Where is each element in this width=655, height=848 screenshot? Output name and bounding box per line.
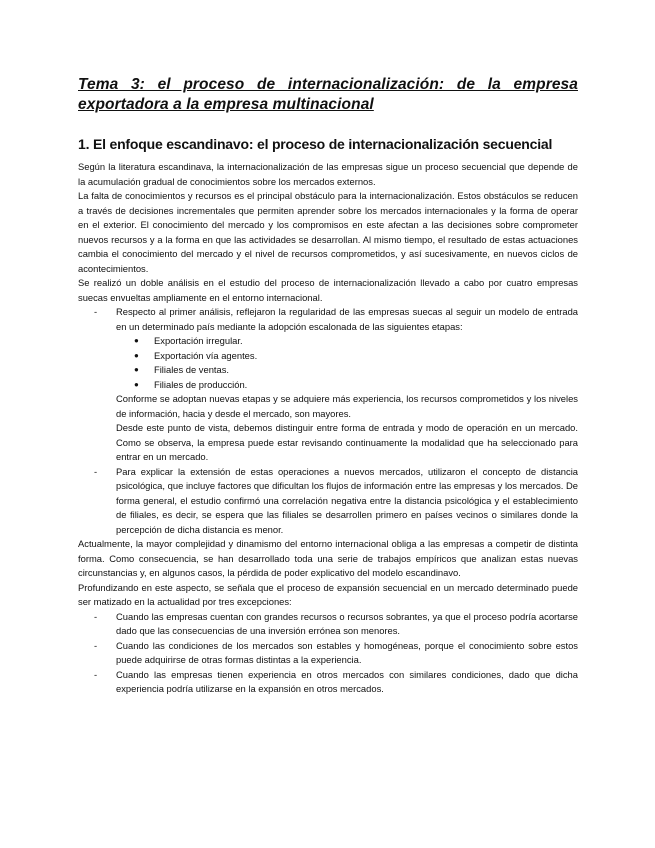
stage-label: Filiales de ventas. bbox=[154, 364, 230, 375]
list-item bbox=[78, 668, 578, 697]
paragraph-exceptions: Profundizando en este aspecto, se señala que el proceso de expansión secuencial en un mercado determinado puede ser matizado en la actualidad por tres excepciones: bbox=[78, 581, 578, 607]
dash-marker: - bbox=[94, 668, 98, 680]
stage-item bbox=[116, 349, 578, 364]
dash-marker: - bbox=[94, 306, 98, 317]
stage-item bbox=[116, 334, 578, 349]
bullet-icon: ● bbox=[134, 350, 139, 360]
list-item-continuation: Conforme se adoptan nuevas etapas y se adquiere más experiencia, los recursos comprometidos y los niveles de información, hacia y desde el mercado, son mayores. bbox=[116, 393, 578, 419]
paragraph-intro: Según la literatura escandinava, la internacionalización de las empresas sigue un proceso secuencial que depende de la acumulación gradual de conocimientos sobre los mercados externos. bbox=[78, 161, 578, 187]
section-heading: 1. El enfoque escandinavo: el proceso de internacionalización secuencial bbox=[78, 136, 553, 152]
list-item bbox=[78, 305, 578, 465]
dash-marker: - bbox=[94, 610, 98, 622]
paragraph-obstacles: La falta de conocimientos y recursos es el principal obstáculo para la internacionalización. Estos obstáculos se reducen a través de decisiones incrementales que permiten aprender sobre los mercados internacionales y la forma de operar en el exterior. El conocimiento del mercado y los compromisos en este afectan a las decisiones sobre comprometer nuevos recursos y a la forma en que las actividades se desarrollan. Al mismo tiempo, el resultado de estas actuaciones cambia el conocimiento del mercado y el nivel de recursos comprometidos, y así sucesivamente, en nuevos ciclos de acontecimientos. bbox=[78, 190, 578, 274]
list-item bbox=[78, 465, 578, 538]
list-item bbox=[78, 639, 578, 668]
stage-label: Filiales de producción. bbox=[154, 378, 248, 390]
stage-item bbox=[116, 378, 578, 393]
paragraph-current: Actualmente, la mayor complejidad y dinamismo del entorno internacional obliga a las empresas a competir de distinta forma. Como consecuencia, se han desarrollado toda una serie de trabajos empíricos que analizan estas nuevas circunstancias y, en algunos casos, la pérdida de poder explicativo del modelo escandinavo. bbox=[78, 538, 578, 578]
paragraph-analysis: Se realizó un doble análisis en el estudio del proceso de internacionalización llevado a cabo por cuatro empresas suecas envueltas ampliamente en el entorno internacional. bbox=[78, 277, 578, 303]
list-item-text: Cuando las condiciones de los mercados son estables y homogéneas, porque el conocimiento sobre estos puede adquirirse de otras formas distintas a la experiencia. bbox=[116, 639, 578, 665]
stages-list bbox=[116, 334, 578, 392]
exceptions-list bbox=[78, 610, 578, 697]
stage-label: Exportación irregular. bbox=[154, 335, 243, 346]
dash-marker: - bbox=[94, 465, 98, 477]
bullet-icon: ● bbox=[134, 365, 139, 374]
list-item bbox=[78, 610, 578, 639]
list-item-continuation: Desde este punto de vista, debemos distinguir entre forma de entrada y modo de operación en un mercado. Como se observa, la empresa puede estar revisando continuamente la modalidad que ha seleccionado para entrar en un mercado. bbox=[116, 422, 578, 462]
bullet-icon: ● bbox=[134, 379, 139, 389]
stage-label: Exportación vía agentes. bbox=[154, 349, 258, 361]
list-item-text: Respecto al primer análisis, reflejaron la regularidad de las empresas suecas al seguir un modelo de entrada en un determinado país mediante la adopción escalonada de las siguientes etapas: bbox=[116, 306, 578, 332]
analysis-list bbox=[78, 305, 578, 537]
document-title: Tema 3: el proceso de internacionalización: de la empresa exportadora a la empresa multinacional bbox=[78, 76, 578, 113]
list-item-text: Cuando las empresas cuentan con grandes recursos o recursos sobrantes, ya que el proceso podría acortarse dado que las consecuencias de una inversión errónea son menores. bbox=[116, 610, 578, 636]
document-body bbox=[78, 160, 578, 697]
bullet-icon: ● bbox=[134, 336, 139, 345]
dash-marker: - bbox=[94, 639, 98, 651]
stage-item bbox=[116, 363, 578, 378]
list-item-text: Cuando las empresas tienen experiencia en otros mercados con similares condiciones, dado que dicha experiencia podría utilizarse en la expansión en otros mercados. bbox=[116, 668, 578, 694]
list-item-text: Para explicar la extensión de estas operaciones a nuevos mercados, utilizaron el concepto de distancia psicológica, que incluye factores que dificultan los flujos de información entre las empresas y los mercados. De forma general, el estudio confirmó una correlación negativa entre la distancia psicológica y el establecimiento de filiales, es decir, se espera que las filiales se desarrollen primero en países vecinos o similares donde la percepción de dicha distancia es menor. bbox=[116, 465, 578, 535]
